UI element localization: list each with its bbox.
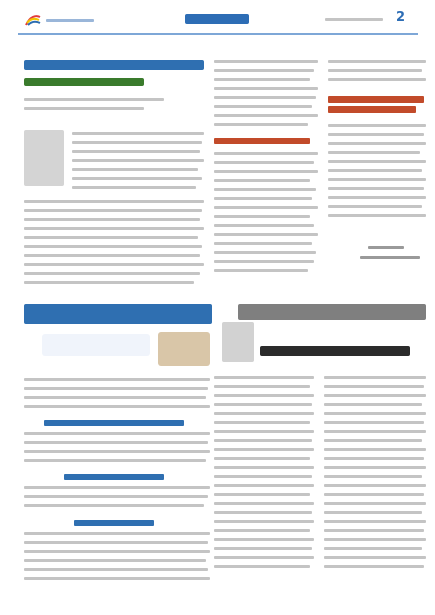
article-middle-top <box>214 40 318 295</box>
section-title-placeholder <box>185 14 249 24</box>
photo-left <box>24 130 64 186</box>
article-title-bar <box>24 60 204 70</box>
subhead-1 <box>44 420 184 426</box>
article-right-top <box>328 40 426 295</box>
photo-food <box>158 332 210 366</box>
subhead-2 <box>64 474 164 480</box>
highlight-line <box>214 138 310 144</box>
headline-bar <box>260 346 410 356</box>
logo-icon <box>24 12 42 26</box>
section-band <box>24 304 212 324</box>
column-header-bar <box>238 304 426 320</box>
red-subhead-2 <box>328 106 416 113</box>
header-rule <box>18 33 418 35</box>
column-right-lower <box>214 304 426 590</box>
photo-right <box>222 322 254 362</box>
subtitle-bar <box>24 78 144 86</box>
subhead-3 <box>74 520 154 526</box>
callout <box>42 334 150 356</box>
article-left-top <box>24 40 204 295</box>
red-subhead <box>328 96 424 103</box>
page-header <box>0 0 435 34</box>
page-number: 2 <box>396 10 406 25</box>
article-left-bottom <box>24 330 212 590</box>
